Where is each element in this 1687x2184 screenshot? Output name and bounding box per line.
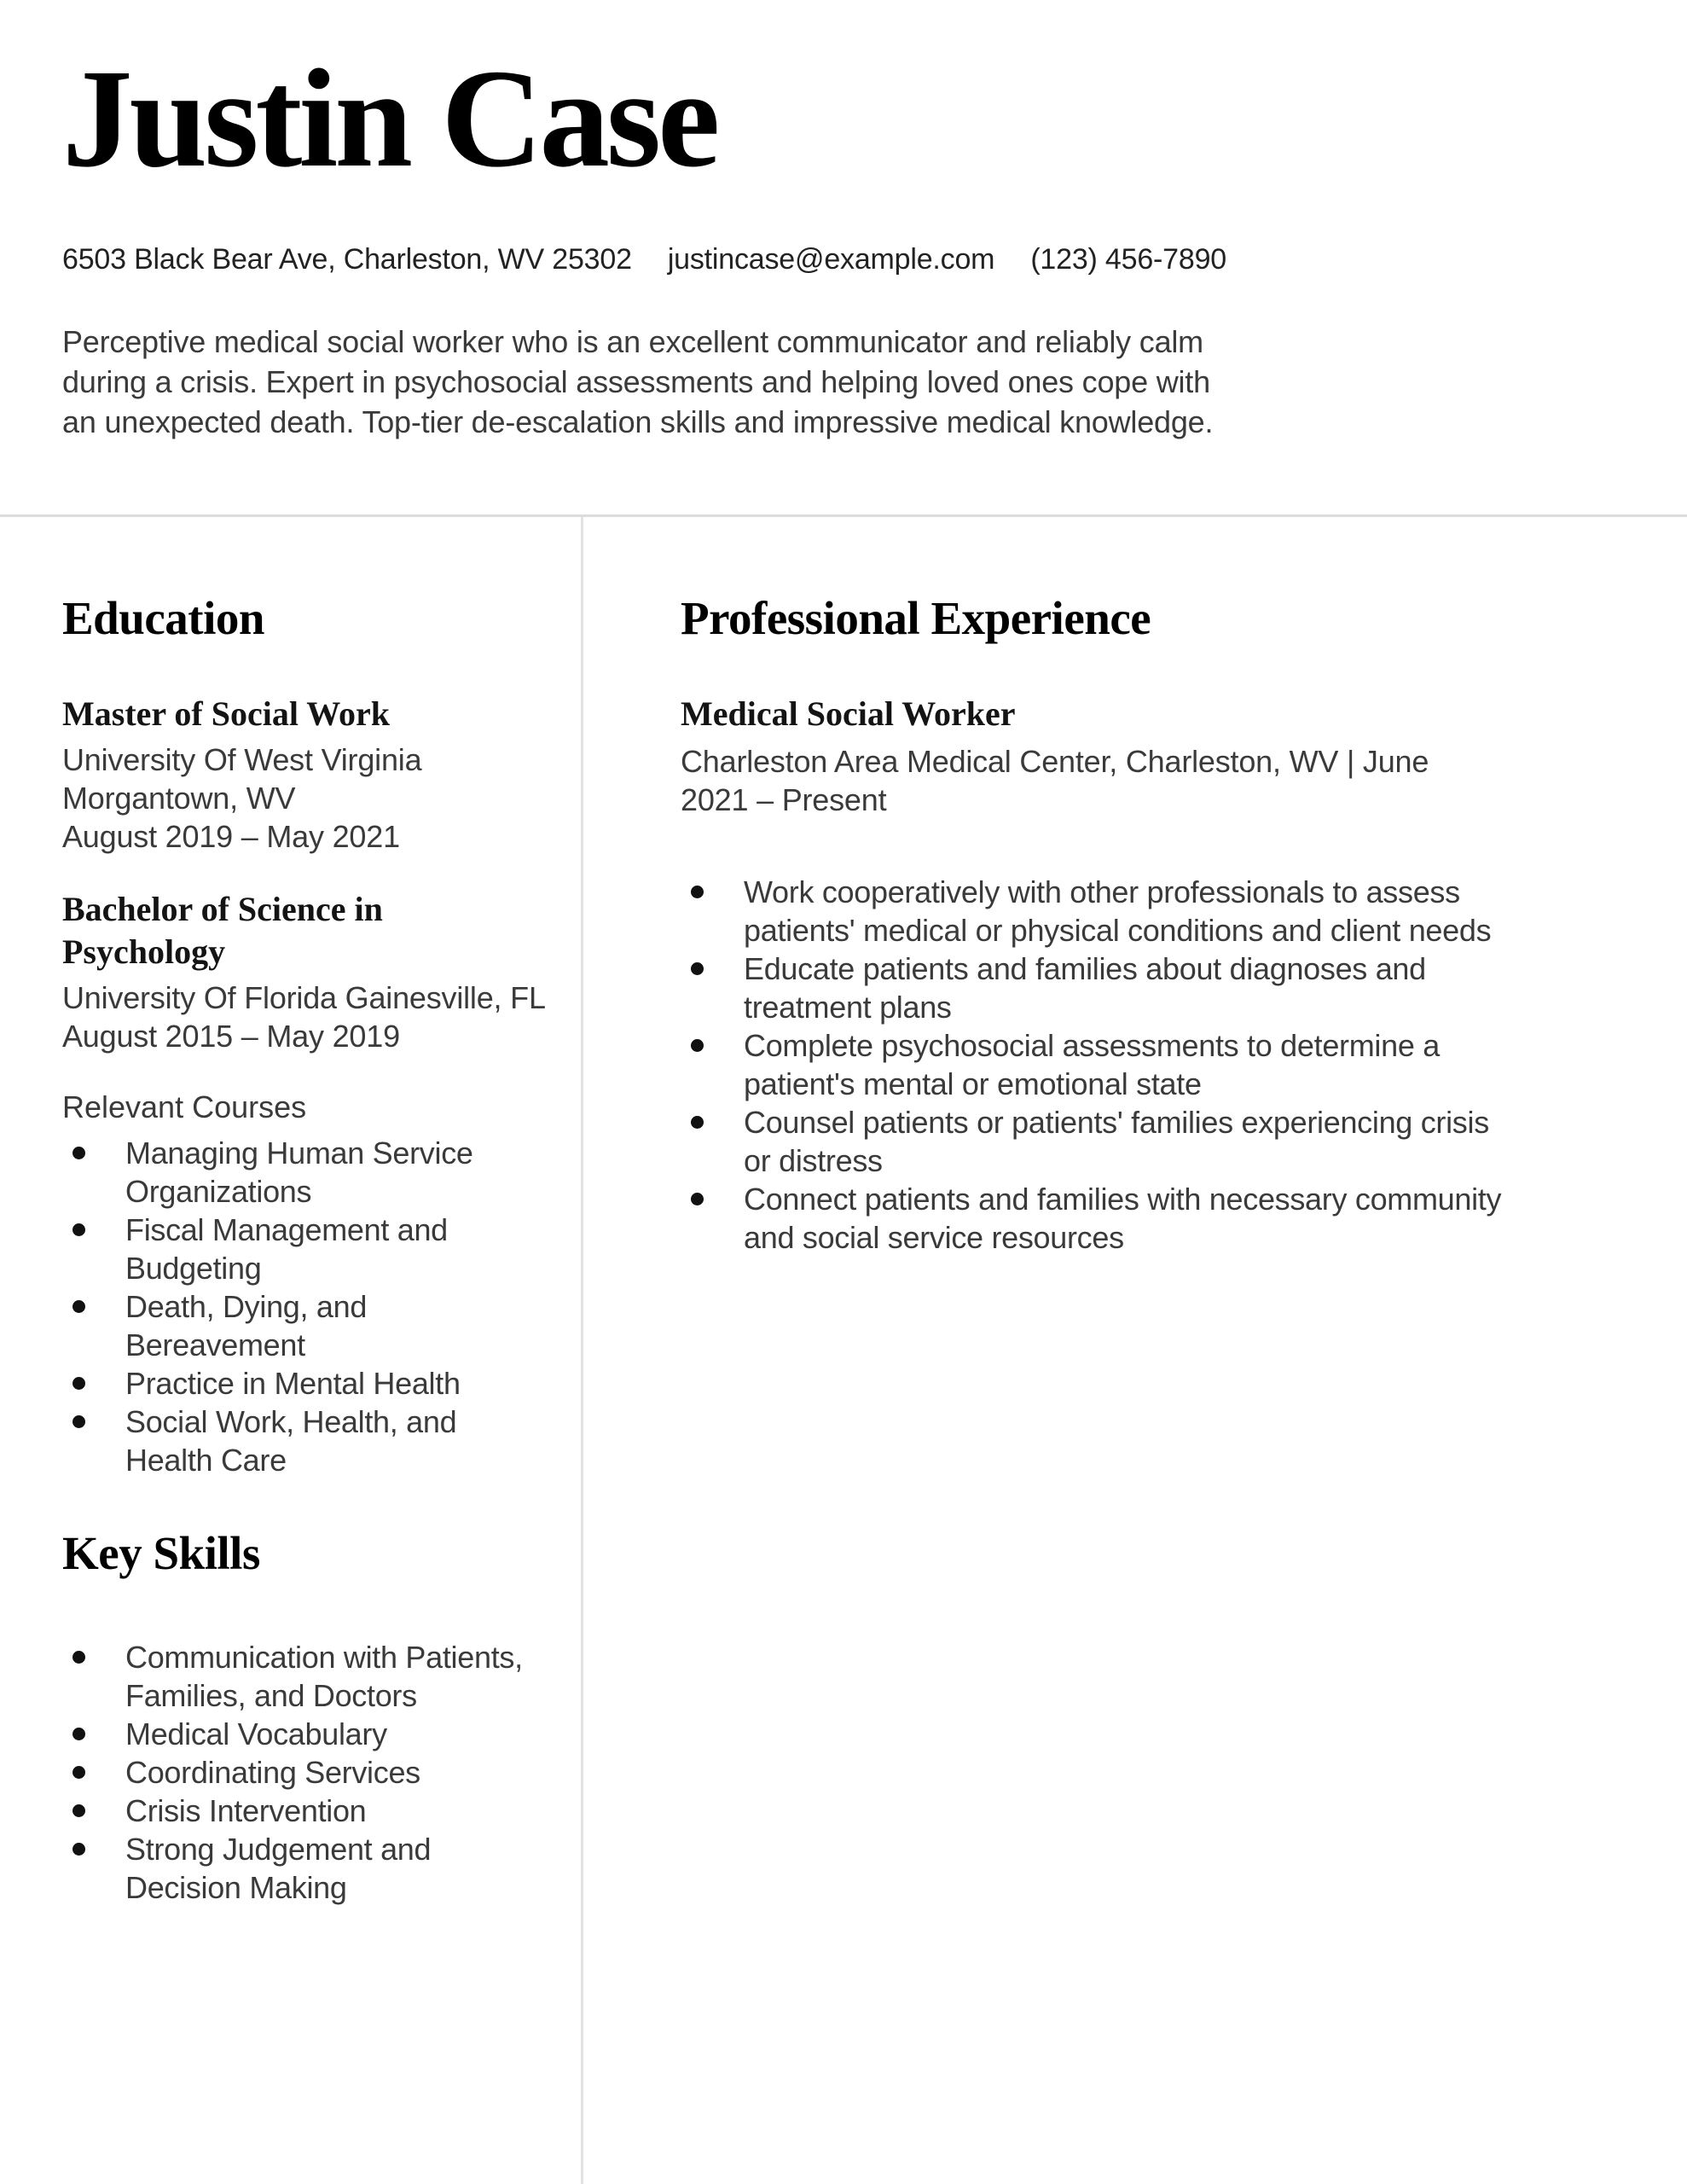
contact-email: justincase@example.com	[667, 243, 995, 276]
school-location: Morgantown, WV	[62, 781, 296, 816]
list-item: Practice in Mental Health	[62, 1364, 547, 1403]
company-line: Charleston Area Medical Center, Charleston, WV | June 2021 – Present	[681, 744, 1429, 817]
degree-title: Master of Social Work	[62, 694, 391, 733]
list-item: Crisis Intervention	[62, 1792, 547, 1830]
job-title: Medical Social Worker	[681, 694, 1016, 733]
list-item: Strong Judgement and Decision Making	[62, 1830, 547, 1907]
list-item: Educate patients and families about diagnoses and treatment plans	[681, 950, 1503, 1026]
education-heading: Education	[62, 592, 264, 644]
list-item: Managing Human Service Organizations	[62, 1134, 547, 1211]
list-item: Complete psychosocial assessments to determine a patient's mental or emotional state	[681, 1026, 1503, 1103]
list-item: Fiscal Management and Budgeting	[62, 1211, 547, 1287]
relevant-courses-label: Relevant Courses	[62, 1089, 307, 1124]
education-entry	[62, 888, 547, 1055]
list-item: Death, Dying, and Bereavement	[62, 1287, 547, 1364]
education-details	[62, 979, 547, 1055]
relevant-courses-list	[62, 1134, 547, 1479]
resume-header	[0, 0, 1687, 514]
degree-title: Bachelor of Science in Psychology	[62, 890, 383, 971]
job-duties-list	[681, 873, 1503, 1257]
summary-text: Perceptive medical social worker who is an excellent communicator and reliably calm during a crisis. Expert in psychosocial assessments and helping loved ones cope with an unexpected death. Top-tier de-escalation skills and impressive medical knowledge.	[62, 324, 1214, 439]
education-entry	[62, 693, 547, 856]
list-item: Social Work, Health, and Health Care	[62, 1403, 547, 1479]
contact-line	[62, 241, 1625, 277]
list-item: Coordinating Services	[62, 1753, 547, 1792]
list-item: Connect patients and families with necessary community and social service resources	[681, 1180, 1503, 1257]
experience-heading: Professional Experience	[681, 592, 1151, 644]
school-name: University Of West Virginia	[62, 742, 422, 777]
contact-address: 6503 Black Bear Ave, Charleston, WV 25302	[62, 243, 632, 276]
school-name: University Of Florida Gainesville, FL	[62, 980, 546, 1015]
education-dates: August 2015 – May 2019	[62, 1019, 400, 1054]
key-skills-list	[62, 1638, 547, 1907]
key-skills-heading: Key Skills	[62, 1527, 260, 1579]
left-column	[0, 517, 581, 2184]
list-item: Communication with Patients, Families, and Doctors	[62, 1638, 547, 1715]
list-item: Work cooperatively with other professionals to assess patients' medical or physical conditions and client needs	[681, 873, 1503, 950]
contact-phone: (123) 456-7890	[1030, 243, 1227, 276]
list-item: Counsel patients or patients' families experiencing crisis or distress	[681, 1103, 1503, 1180]
education-dates: August 2019 – May 2021	[62, 819, 400, 854]
candidate-name: Justin Case	[62, 40, 717, 196]
right-column	[583, 517, 1687, 2184]
list-item: Medical Vocabulary	[62, 1715, 547, 1753]
resume-body	[0, 517, 1687, 2184]
education-details	[62, 741, 547, 856]
job-entry	[681, 693, 1636, 1257]
